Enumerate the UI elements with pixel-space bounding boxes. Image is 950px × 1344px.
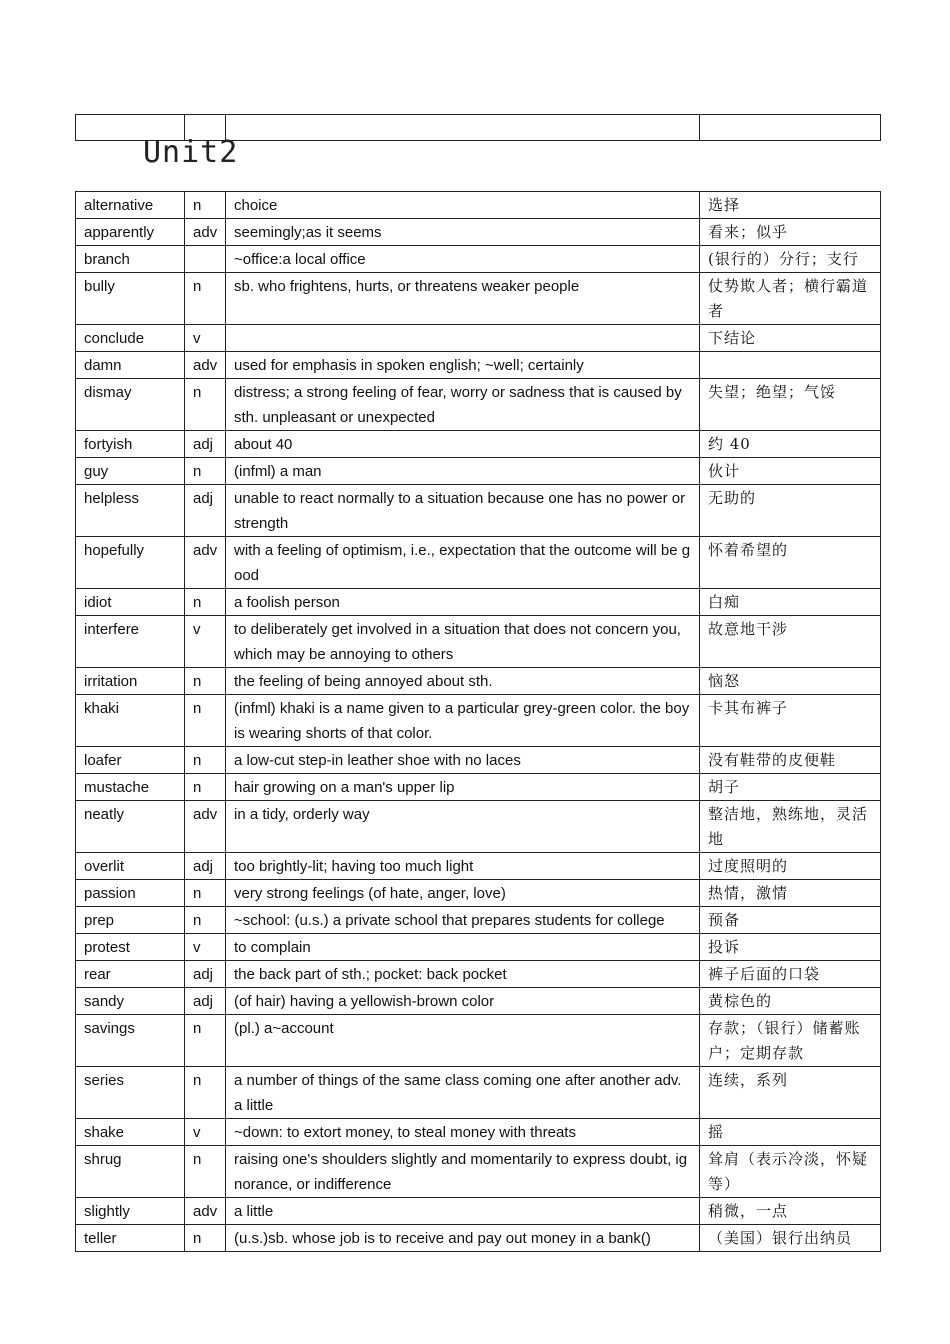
table-row — [76, 431, 881, 458]
word-cell: sandy — [76, 988, 185, 1015]
definition-cell: in a tidy, orderly way — [226, 801, 700, 853]
table-row — [76, 379, 881, 431]
table-row — [76, 458, 881, 485]
word-cell: neatly — [76, 801, 185, 853]
table-row — [76, 961, 881, 988]
translation-cell: 失望；绝望；气馁 — [700, 379, 881, 431]
word-cell: branch — [76, 246, 185, 273]
translation-cell: 看来；似乎 — [700, 219, 881, 246]
word-cell: bully — [76, 273, 185, 325]
pos-cell: n — [185, 589, 226, 616]
table-row — [76, 485, 881, 537]
word-cell: idiot — [76, 589, 185, 616]
definition-cell: seemingly;as it seems — [226, 219, 700, 246]
definition-cell — [226, 325, 700, 352]
pos-cell: adj — [185, 961, 226, 988]
table-row — [76, 774, 881, 801]
translation-cell: 伙计 — [700, 458, 881, 485]
translation-cell: 存款；（银行）储蓄账户；定期存款 — [700, 1015, 881, 1067]
translation-cell: 黄棕色的 — [700, 988, 881, 1015]
translation-cell: 无助的 — [700, 485, 881, 537]
translation-cell: 过度照明的 — [700, 853, 881, 880]
translation-cell: 下结论 — [700, 325, 881, 352]
definition-cell: with a feeling of optimism, i.e., expectation that the outcome will be good — [226, 537, 700, 589]
table-row — [76, 934, 881, 961]
unit-title: Unit2 — [143, 135, 239, 170]
definition-cell: (infml) khaki is a name given to a particular grey-green color. the boy is wearing shorts of that color. — [226, 695, 700, 747]
definition-cell: used for emphasis in spoken english; ~well; certainly — [226, 352, 700, 379]
translation-cell: 怀着希望的 — [700, 537, 881, 589]
definition-cell: a low-cut step-in leather shoe with no laces — [226, 747, 700, 774]
definition-cell: the back part of sth.; pocket: back pocket — [226, 961, 700, 988]
pos-cell: adj — [185, 485, 226, 537]
table-row — [76, 1198, 881, 1225]
definition-cell: hair growing on a man's upper lip — [226, 774, 700, 801]
pos-cell: n — [185, 774, 226, 801]
translation-cell: 裤子后面的口袋 — [700, 961, 881, 988]
pos-cell: n — [185, 1015, 226, 1067]
table-row — [76, 801, 881, 853]
table-row — [76, 853, 881, 880]
pos-cell: n — [185, 458, 226, 485]
definition-cell: a number of things of the same class coming one after another adv. a little — [226, 1067, 700, 1119]
word-cell: series — [76, 1067, 185, 1119]
table-row — [76, 352, 881, 379]
word-cell: khaki — [76, 695, 185, 747]
definition-cell: (pl.) a~account — [226, 1015, 700, 1067]
translation-cell: 摇 — [700, 1119, 881, 1146]
pos-cell: n — [185, 695, 226, 747]
pos-cell: n — [185, 192, 226, 219]
table-row — [76, 325, 881, 352]
translation-cell: 白痴 — [700, 589, 881, 616]
translation-cell — [700, 352, 881, 379]
table-row — [76, 1119, 881, 1146]
definition-cell: a little — [226, 1198, 700, 1225]
pos-cell: adj — [185, 431, 226, 458]
table-row — [76, 880, 881, 907]
definition-cell: about 40 — [226, 431, 700, 458]
pos-cell: n — [185, 880, 226, 907]
word-cell: apparently — [76, 219, 185, 246]
table-row — [76, 537, 881, 589]
translation-cell: 整洁地，熟练地，灵活地 — [700, 801, 881, 853]
table-row — [76, 192, 881, 219]
word-cell: slightly — [76, 1198, 185, 1225]
translation-cell: (银行的）分行；支行 — [700, 246, 881, 273]
pos-cell: adv — [185, 801, 226, 853]
pos-cell — [185, 246, 226, 273]
word-cell: dismay — [76, 379, 185, 431]
translation-cell: 耸肩（表示冷淡，怀疑等） — [700, 1146, 881, 1198]
word-cell: loafer — [76, 747, 185, 774]
pos-cell: adj — [185, 853, 226, 880]
word-cell: shrug — [76, 1146, 185, 1198]
definition-cell: (infml) a man — [226, 458, 700, 485]
table-row — [76, 1225, 881, 1252]
table-row — [76, 273, 881, 325]
table-row — [76, 246, 881, 273]
translation-cell: 选择 — [700, 192, 881, 219]
table-row — [76, 695, 881, 747]
definition-cell: sb. who frightens, hurts, or threatens weaker people — [226, 273, 700, 325]
definition-cell: distress; a strong feeling of fear, worry or sadness that is caused by sth. unpleasant or unexpected — [226, 379, 700, 431]
definition-cell: unable to react normally to a situation because one has no power or strength — [226, 485, 700, 537]
word-cell: overlit — [76, 853, 185, 880]
table-row — [76, 589, 881, 616]
pos-cell: v — [185, 616, 226, 668]
vocabulary-table — [75, 191, 881, 1252]
pos-cell: adv — [185, 537, 226, 589]
word-cell: alternative — [76, 192, 185, 219]
translation-cell: 恼怒 — [700, 668, 881, 695]
translation-cell: 投诉 — [700, 934, 881, 961]
definition-cell: raising one's shoulders slightly and momentarily to express doubt, ignorance, or indifference — [226, 1146, 700, 1198]
pos-cell: v — [185, 934, 226, 961]
word-cell: hopefully — [76, 537, 185, 589]
word-cell: teller — [76, 1225, 185, 1252]
word-cell: irritation — [76, 668, 185, 695]
translation-cell: 预备 — [700, 907, 881, 934]
word-cell: guy — [76, 458, 185, 485]
table-row — [76, 747, 881, 774]
pos-cell: n — [185, 1146, 226, 1198]
word-cell: passion — [76, 880, 185, 907]
table-row — [76, 1067, 881, 1119]
table-row — [76, 1146, 881, 1198]
definition-cell: choice — [226, 192, 700, 219]
translation-cell: 约 40 — [700, 431, 881, 458]
table-row — [76, 616, 881, 668]
word-cell: conclude — [76, 325, 185, 352]
word-cell: fortyish — [76, 431, 185, 458]
translation-cell: 热情，激情 — [700, 880, 881, 907]
header-cell — [700, 115, 881, 141]
word-cell: helpless — [76, 485, 185, 537]
pos-cell: v — [185, 1119, 226, 1146]
definition-cell: the feeling of being annoyed about sth. — [226, 668, 700, 695]
table-row — [76, 1015, 881, 1067]
pos-cell: n — [185, 907, 226, 934]
translation-cell: 故意地干涉 — [700, 616, 881, 668]
definition-cell: too brightly-lit; having too much light — [226, 853, 700, 880]
table-row — [76, 988, 881, 1015]
word-cell: mustache — [76, 774, 185, 801]
definition-cell: very strong feelings (of hate, anger, love) — [226, 880, 700, 907]
pos-cell: adv — [185, 219, 226, 246]
definition-cell: (of hair) having a yellowish-brown color — [226, 988, 700, 1015]
translation-cell: 卡其布裤子 — [700, 695, 881, 747]
definition-cell: a foolish person — [226, 589, 700, 616]
table-row — [76, 907, 881, 934]
pos-cell: n — [185, 747, 226, 774]
definition-cell: to complain — [226, 934, 700, 961]
pos-cell: n — [185, 1225, 226, 1252]
translation-cell: 连续，系列 — [700, 1067, 881, 1119]
translation-cell: （美国）银行出纳员 — [700, 1225, 881, 1252]
definition-cell: ~office:a local office — [226, 246, 700, 273]
word-cell: prep — [76, 907, 185, 934]
word-cell: interfere — [76, 616, 185, 668]
pos-cell: adv — [185, 352, 226, 379]
definition-cell: ~school: (u.s.) a private school that prepares students for college — [226, 907, 700, 934]
pos-cell: n — [185, 379, 226, 431]
translation-cell: 仗势欺人者；横行霸道者 — [700, 273, 881, 325]
translation-cell: 胡子 — [700, 774, 881, 801]
table-row — [76, 668, 881, 695]
pos-cell: adj — [185, 988, 226, 1015]
translation-cell: 没有鞋带的皮便鞋 — [700, 747, 881, 774]
pos-cell: n — [185, 668, 226, 695]
pos-cell: v — [185, 325, 226, 352]
definition-cell: (u.s.)sb. whose job is to receive and pay out money in a bank() — [226, 1225, 700, 1252]
table-row — [76, 219, 881, 246]
pos-cell: n — [185, 273, 226, 325]
word-cell: shake — [76, 1119, 185, 1146]
word-cell: savings — [76, 1015, 185, 1067]
word-cell: damn — [76, 352, 185, 379]
definition-cell: ~down: to extort money, to steal money with threats — [226, 1119, 700, 1146]
word-cell: rear — [76, 961, 185, 988]
header-cell — [226, 115, 700, 141]
word-cell: protest — [76, 934, 185, 961]
pos-cell: adv — [185, 1198, 226, 1225]
translation-cell: 稍微，一点 — [700, 1198, 881, 1225]
pos-cell: n — [185, 1067, 226, 1119]
vocabulary-table-body — [76, 192, 881, 1252]
definition-cell: to deliberately get involved in a situation that does not concern you, which may be annoying to others — [226, 616, 700, 668]
